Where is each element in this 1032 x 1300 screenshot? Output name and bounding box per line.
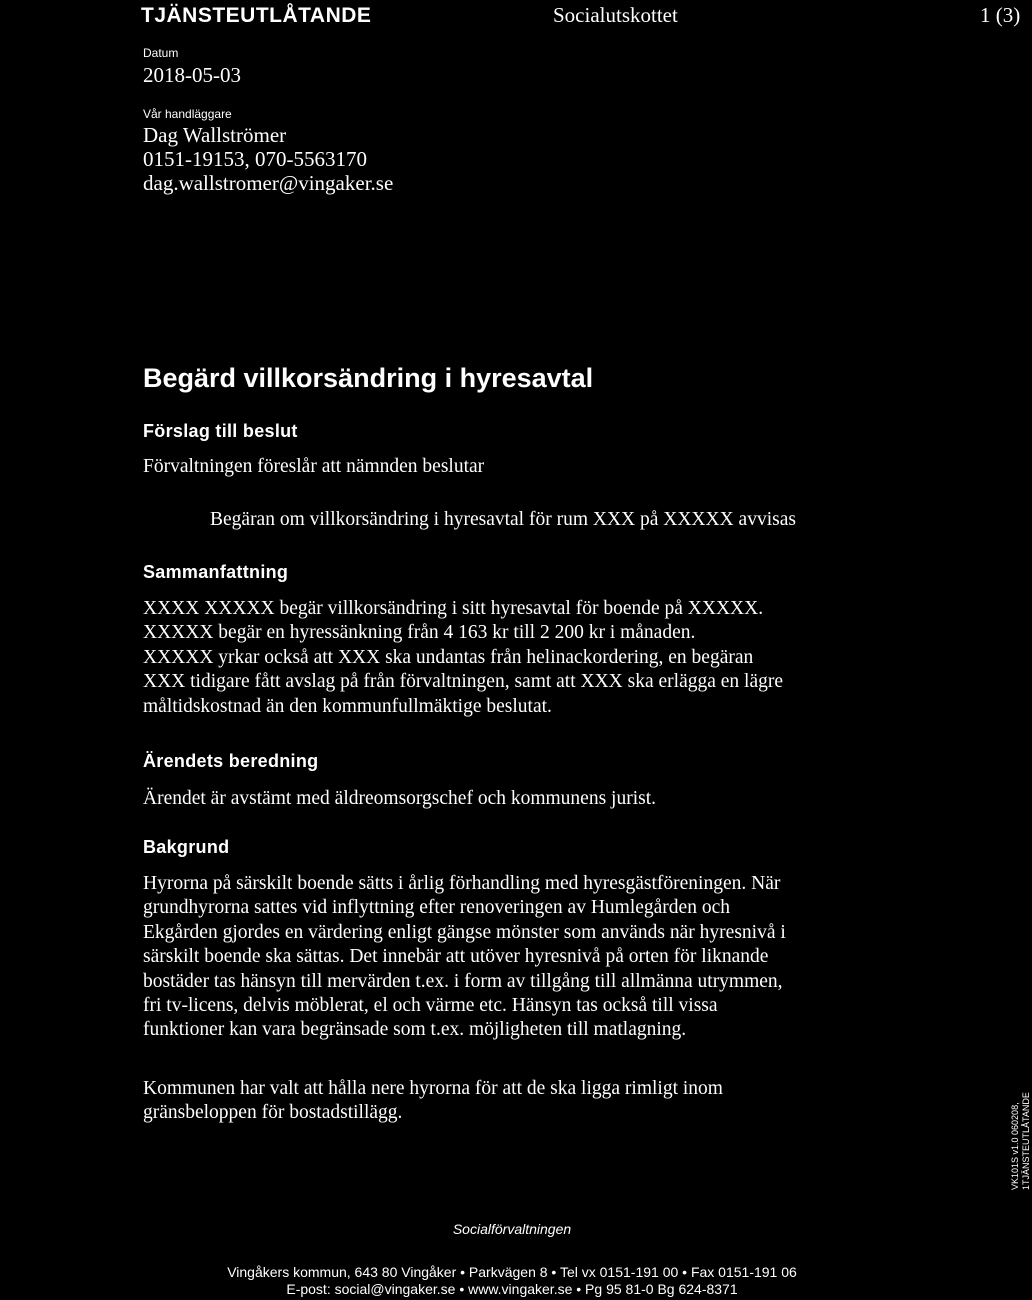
background-line: särskilt boende ska sättas. Det innebär att utöver hyresnivå på orten för liknande bbox=[143, 946, 769, 968]
proposal-intro: Förvaltningen föreslår att nämnden beslutar bbox=[143, 456, 485, 477]
background-line: Ekgården gjordes en värdering enligt gängse mönster som används när hyresnivå i bbox=[143, 921, 786, 943]
template-code-line: VK101S v1.0 060208, bbox=[1010, 1102, 1020, 1190]
handler-label: Vår handläggare bbox=[143, 107, 232, 121]
page-number: 1 (3) bbox=[980, 3, 1021, 27]
preparation-text: Ärendet är avstämt med äldreomsorgschef och kommunens jurist. bbox=[143, 788, 657, 809]
background-line: Hyrorna på särskilt boende sätts i årlig förhandling med hyresgästföreningen. När bbox=[143, 873, 781, 894]
background-line: Kommunen har valt att hålla nere hyrorna för att de ska ligga rimligt inom bbox=[143, 1078, 723, 1099]
background-line: fri tv-licens, delvis möblerat, el och värme etc. Hänsyn tas också till vissa bbox=[143, 995, 718, 1017]
background-heading: Bakgrund bbox=[143, 837, 230, 857]
footer-contact: E-post: social@vingaker.se • www.vingaker.se • Pg 95 81-0 Bg 624-8371 bbox=[286, 1281, 738, 1297]
summary-line: XXXX XXXXX begär villkorsändring i sitt hyresavtal för boende på XXXXX. bbox=[143, 598, 764, 619]
template-code-line: 1TJÄNSTEUTLÅTANDE bbox=[1021, 1092, 1031, 1190]
committee-name: Socialutskottet bbox=[553, 3, 678, 27]
preparation-heading: Ärendets beredning bbox=[143, 751, 319, 771]
footer-department: Socialförvaltningen bbox=[452, 1221, 572, 1237]
background-line: bostäder tas hänsyn till mervärden t.ex. i form av tillgång till allmänna utrymmen, bbox=[143, 970, 783, 992]
page-title: Begärd villkorsändring i hyresavtal bbox=[143, 363, 594, 393]
summary-line: XXXXX begär en hyressänkning från 4 163 kr till 2 200 kr i månaden. bbox=[143, 622, 696, 644]
summary-paragraph bbox=[143, 597, 903, 719]
summary-line: måltidskostnad än den kommunfullmäktige beslutat. bbox=[143, 695, 552, 717]
summary-heading: Sammanfattning bbox=[143, 562, 289, 582]
background-line: grundhyrorna sattes vid inflyttning efter renoveringen av Humlegården och bbox=[143, 897, 730, 919]
template-code bbox=[1010, 1010, 1032, 1190]
background-paragraph-2 bbox=[143, 1077, 903, 1126]
background-line: gränsbeloppen för bostadstillägg. bbox=[143, 1102, 403, 1124]
proposal-heading: Förslag till beslut bbox=[143, 421, 298, 441]
footer-address: Vingåkers kommun, 643 80 Vingåker • Parkvägen 8 • Tel vx 0151-191 00 • Fax 0151-191 06 bbox=[227, 1264, 797, 1280]
handler-name: Dag Wallströmer bbox=[143, 123, 287, 147]
document-type: TJÄNSTEUTLÅTANDE bbox=[141, 4, 372, 27]
summary-line: XXXXX yrkar också att XXX ska undantas från helinackordering, en begäran bbox=[143, 646, 754, 668]
background-line: funktioner kan vara begränsade som t.ex. möjligheten till matlagning. bbox=[143, 1019, 687, 1041]
proposal-item: Begäran om villkorsändring i hyresavtal för rum XXX på XXXXX avvisas bbox=[210, 509, 796, 530]
handler-email: dag.wallstromer@vingaker.se bbox=[143, 171, 394, 195]
background-paragraph bbox=[143, 872, 903, 1043]
date-label: Datum bbox=[143, 46, 179, 60]
summary-line: XXX tidigare fått avslag på från förvaltningen, samt att XXX ska erlägga en lägre bbox=[143, 671, 784, 693]
date-value: 2018-05-03 bbox=[143, 63, 241, 87]
handler-phone: 0151-19153, 070-5563170 bbox=[143, 147, 367, 171]
